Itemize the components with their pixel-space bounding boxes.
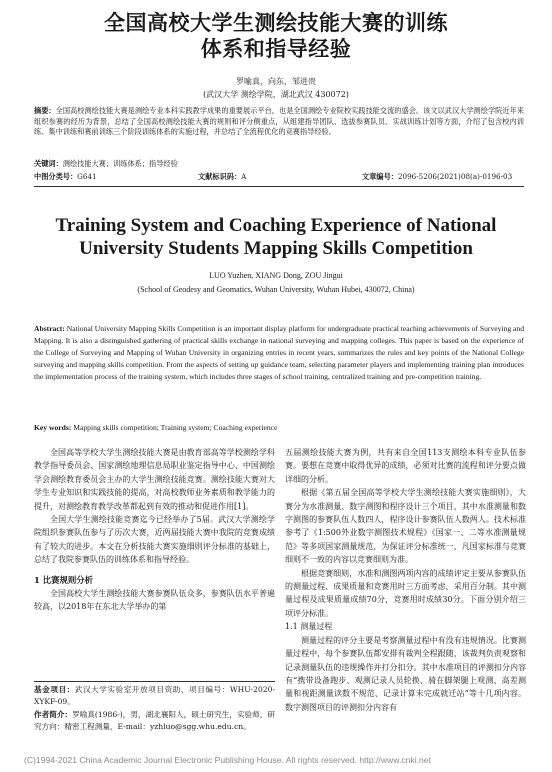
left-paragraph-3: 全国高校大学生测绘技能大赛参赛队伍众多，参赛队伍水平普遍较高，以2018年在东北大学举办的第 [34, 589, 275, 612]
bio-text: 罗喻真(1986-)，男，湖北襄阳人，硕士研究生，实验师，研究方向：精密工程测量，E-mail：yzhluo@sgg.whu.edu.cn。 [34, 710, 275, 731]
cn-keywords [34, 159, 178, 170]
footnote-rule [34, 681, 275, 682]
cn-article-no-value: 2096-5206(2021)08(a)-0196-03 [397, 172, 513, 181]
cn-clc-value: G641 [77, 172, 97, 181]
en-abstract-text: National University Mapping Skills Competition is an important display platform for undergraduate practical teaching achievements of Surveying and Mapping. It is also a distinguished gathering of practical skills exchange in national surveying and mapping colleges. This paper is based on the experience of the College of Surveying and Mapping of Wuhan University in organizing entries in recent years, summarizes the rules and key points of the National College surveying and mapping skills competition. From the aspects of setting up guidance team, selecting parameter players and implementing training plan introduces the implementation process of the training system, which includes three stages of school training, centralized training and pre-competition training. [34, 324, 524, 381]
en-title-line2: University Students Mapping Skills Competition [79, 238, 473, 259]
right-column [285, 446, 526, 714]
en-title-line1: Training System and Coaching Experience of National [55, 215, 497, 236]
bio-label: 作者简介： [34, 710, 73, 719]
right-paragraph-1: 五届测绘技能大赛为例，共有来自全国113支测绘本科专业队伍参赛。要想在竞赛中取得优异的成绩，必须对比赛的流程和评分要点做详细的分析。 [285, 448, 526, 484]
en-keywords-label: Key words: [34, 423, 72, 432]
cn-doccode [198, 172, 246, 183]
cn-abstract-text: 全国高校测绘技能大赛是测绘专业本科实践教学成果的重要展示平台，也是全国测绘专业院校实践技能交流的盛会。该文以武汉大学测绘学院近年来组织参赛的经历为背景，总结了全国高校测绘技能大赛的规则和评分侧重点，从组建指导团队、选拔参赛队员、实战训练计划等方面，介绍了包含校内训练、集中训练和赛前训练三个阶段训练体系的实施过程，并总结了全流程优化的竞赛指导经验。 [34, 106, 524, 136]
fund-label: 基金项目： [34, 685, 75, 694]
en-keywords-text: Mapping skills competition; Training system; Coaching experience [73, 423, 278, 432]
right-paragraph-2: 根据《第五届全国高等学校大学生测绘技能大赛实施细则》，大赛分为水准测量、数字测图和程序设计三个项目，其中水准测量和数字测图的参赛队伍人数四人，程序设计参赛队伍人数两人。技术标准参考了《1:500外业数字测图技术规程》《国家一、二等水准测量规范》等多项国家测量规范，为保证评分标准统一，凡国家标准与竞赛细则不一致的内容以竞赛细则为准。 [285, 488, 526, 565]
cn-keywords-text: 测绘技能大赛；训练体系；指导经验 [62, 159, 178, 168]
cn-affiliation: (武汉大学 测绘学院，湖北武汉 430072) [203, 90, 349, 99]
cn-clc-label: 中图分类号： [34, 172, 78, 181]
subsection-heading-1-1: 1.1 测量过程 [285, 622, 333, 632]
cn-authors: 罗喻真，向东，邹进贵 [236, 77, 316, 86]
en-abstract [34, 323, 524, 383]
left-column [34, 446, 275, 614]
cn-article-no [362, 172, 512, 183]
cn-doccode-value: A [241, 172, 247, 181]
left-paragraph-2: 全国大学生测绘技能竞赛迄今已经举办了5届。武汉大学测绘学院组织参赛队伍参与了历次大赛，近两届技能大赛中我院的竞赛成绩有了较大的进步。本文在分析技能大赛实施细则评分标准的基础上，总结了我院参赛队伍的训练体系和指导经验。 [34, 515, 275, 565]
cn-keywords-label: 关键词： [34, 159, 63, 168]
left-paragraph-1: 全国高等学校大学生测绘技能大赛是由教育部高等学校测绘学科教学指导委员会、国家测绘地理信息局职业鉴定指导中心、中国测绘学会测绘教育委员会主办的大学生测绘技能竞赛。测绘技能大赛对大学生专业知识和实践技能的提高，对高校教师业务素质和教学能力的提升，对测绘教育教学改革都起到有效的推动和促进作用[1]。 [34, 448, 275, 511]
en-authors: LUO Yuzhen, XIANG Dong, ZOU Jingui [209, 271, 343, 280]
header-rule [34, 186, 524, 187]
right-paragraph-4: 测量过程的评分主要是考察测量过程中有没有违规情况。比赛测量过程中，每个参赛队伍都安排有裁判全程跟随，该裁判负责观察和记录测量队伍的违规操作并打分扣分。其中水准项目的评测扣分内容有“携带设备跑步、观测记录人员轮换、骑在脚架腿上观测、高差测量和视距测量读数不规范、记录计算未完成就迁站”等十几项内容。数字测图项目的评测扣分内容有 [285, 635, 526, 712]
cn-article-no-label: 文章编号： [362, 172, 398, 181]
section-heading-1: 1 比赛规则分析 [34, 574, 93, 585]
footnote-fund [34, 684, 275, 707]
fund-text: 武汉大学实验室开放项目资助，项目编号：WHU-2020-XYKF-09。 [34, 685, 276, 706]
cn-title-line1: 全国高校大学生测绘技能大赛的训练 [104, 10, 448, 35]
en-affiliation: (School of Geodesy and Geomatics, Wuhan University, Wuhan Hubei, 430072, China) [137, 285, 415, 294]
cn-abstract-label: 摘要： [34, 106, 56, 115]
cn-abstract [34, 106, 524, 138]
cn-doccode-label: 文献标识码： [198, 172, 242, 181]
en-abstract-label: Abstract: [34, 324, 65, 333]
right-paragraph-3: 根据竞赛细则，水准和测图两项内容的成绩评定主要从参赛队伍的测量过程、成果质量和竞赛用时三方面考虑，采用百分制。其中测量过程及成果质量成绩70分，竞赛用时成绩30分。下面分别介绍三项评分标准。 [285, 568, 526, 618]
cn-clc [34, 172, 97, 183]
en-keywords [34, 422, 524, 434]
cn-title-line2: 体系和指导经验 [200, 36, 352, 61]
footnote-bio [34, 709, 275, 732]
copyright-watermark: (C)1994-2021 China Academic Journal Electronic Publishing House. All rights reserved. http://www.cnki.net [24, 755, 431, 765]
